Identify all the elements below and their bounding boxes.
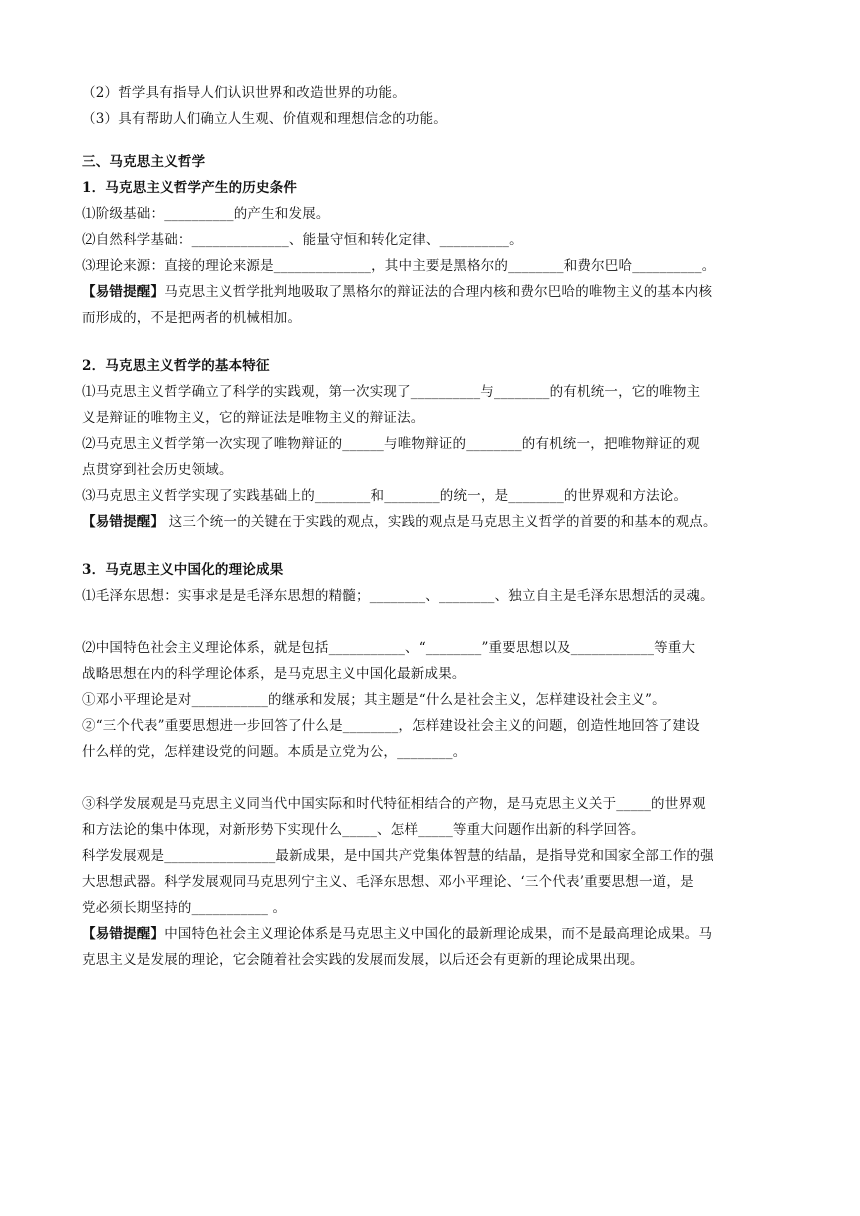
- section-heading-marxist-philosophy: 三、马克思主义哲学: [82, 154, 206, 170]
- scientific-development-2-cont: 大思想武器。科学发展观同马克思列宁主义、毛泽东思想、邓小平理论、‘三个代表’重要思想一道，是: [82, 874, 694, 890]
- three-represents-cont: 什么样的党，怎样建设党的问题。本质是立党为公，________。: [82, 744, 467, 760]
- scientific-development-2: 科学发展观是________________最新成果，是中国共产党集体智慧的结晶，是指导党和国家全部工作的强: [82, 848, 714, 864]
- feature-2-cont: 点贯穿到社会历史领域。: [82, 462, 233, 478]
- error-reminder-label: 【易错提醒】: [82, 514, 165, 530]
- document-page: [82, 80, 782, 973]
- subheading-basic-features: 2．马克思主义哲学的基本特征: [82, 358, 270, 374]
- feature-3-line: ⑶马克思主义哲学实现了实践基础上的________和________的统一，是________的世界观和方法论。: [82, 488, 688, 504]
- error-reminder-label: 【易错提醒】: [82, 926, 165, 942]
- scientific-development-2-end: 党必须长期坚持的___________ 。: [82, 900, 287, 916]
- three-represents-line: ②“三个代表”重要思想进一步回答了什么是________，怎样建设社会主义的问题，创造性地回答了建设: [82, 718, 700, 734]
- feature-1-cont: 义是辩证的唯物主义，它的辩证法是唯物主义的辩证法。: [82, 410, 425, 426]
- scientific-development-line: ③科学发展观是马克思主义同当代中国实际和时代特征相结合的产物，是马克思主义关于_____的世界观: [82, 796, 706, 812]
- philosophy-function-3: （3）具有帮助人们确立人生观、价值观和理想信念的功能。: [82, 111, 447, 127]
- error-reminder-text: 马克思主义哲学批判地吸取了黑格尔的辩证法的合理内核和费尔巴哈的唯物主义的基本内核: [164, 284, 713, 300]
- subheading-historical-conditions: 1．马克思主义哲学产生的历史条件: [82, 180, 298, 196]
- subheading-theoretical-achievements: 3．马克思主义中国化的理论成果: [82, 562, 284, 578]
- natural-science-foundation-line: ⑵自然科学基础：______________、能量守恒和转化定律、__________。: [82, 232, 523, 248]
- error-reminder-3: [82, 921, 782, 947]
- error-reminder-text: 中国特色社会主义理论体系是马克思主义中国化的最新理论成果，而不是最高理论成果。马: [164, 926, 713, 942]
- error-reminder-text: 这三个统一的关键在于实践的观点，实践的观点是马克思主义哲学的首要的和基本的观点。: [164, 514, 717, 530]
- error-reminder-1: [82, 279, 782, 305]
- scientific-development-cont: 和方法论的集中体现，对新形势下实现什么_____、怎样_____等重大问题作出新的科学回答。: [82, 822, 645, 838]
- mao-thought-line: ⑴毛泽东思想：实事求是是毛泽东思想的精髓；________、________、独立自主是毛泽东思想活的灵魂。: [82, 588, 714, 604]
- feature-1-line: ⑴马克思主义哲学确立了科学的实践观，第一次实现了__________与________的有机统一，它的唯物主: [82, 384, 701, 400]
- error-reminder-1-cont: 而形成的，不是把两者的机械相加。: [82, 310, 302, 326]
- socialism-theory-line: ⑵中国特色社会主义理论体系，就是包括___________、“________”重要思想以及____________等重大: [82, 640, 696, 656]
- feature-2-line: ⑵马克思主义哲学第一次实现了唯物辩证的______与唯物辩证的________的有机统一，把唯物辩证的观: [82, 436, 700, 452]
- error-reminder-2: [82, 509, 782, 535]
- deng-theory-line: ①邓小平理论是对___________的继承和发展；其主题是“什么是社会主义，怎样建设社会主义”。: [82, 692, 666, 708]
- error-reminder-3-cont: 克思主义是发展的理论，它会随着社会实践的发展而发展，以后还会有更新的理论成果出现。: [82, 952, 644, 968]
- error-reminder-label: 【易错提醒】: [82, 284, 165, 300]
- theoretical-source-line: ⑶理论来源：直接的理论来源是______________，其中主要是黑格尔的________和费尔巴哈__________。: [82, 258, 716, 274]
- socialism-theory-cont: 战略思想在内的科学理论体系，是马克思主义中国化最新成果。: [82, 666, 466, 682]
- class-foundation-line: ⑴阶级基础：__________的产生和发展。: [82, 206, 330, 222]
- philosophy-function-2: （2）哲学具有指导人们认识世界和改造世界的功能。: [82, 85, 406, 101]
